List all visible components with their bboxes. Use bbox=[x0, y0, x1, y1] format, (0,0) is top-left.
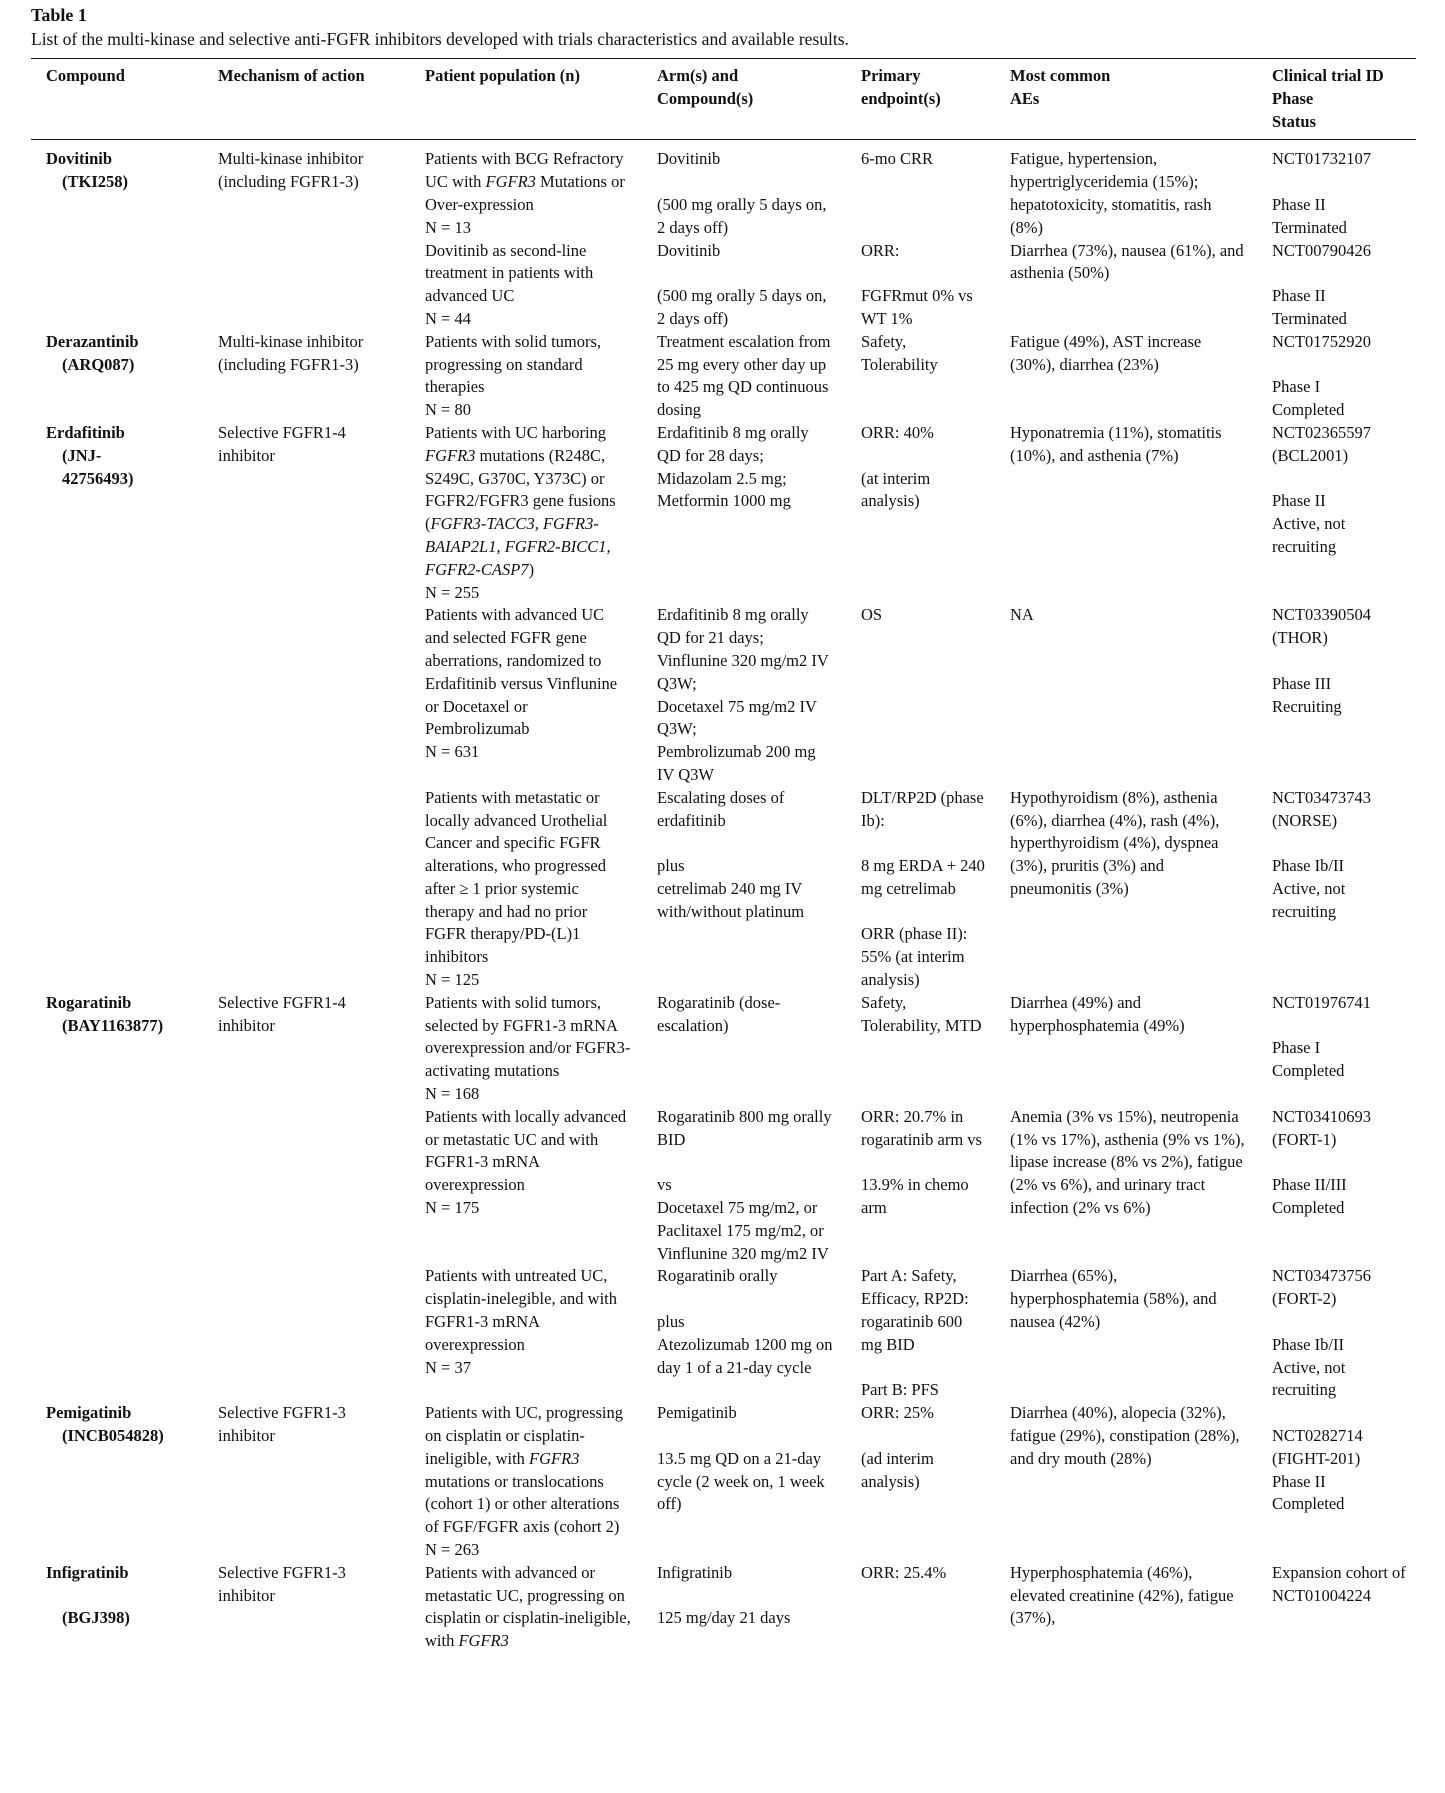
inhibitors-table bbox=[31, 58, 1416, 1653]
trial-cell: NCT03473756 (FORT-2) Phase Ib/II Active, not recruiting bbox=[1272, 1266, 1371, 1400]
aes-cell: NA bbox=[1010, 605, 1034, 625]
column-header-aes: Most common AEs bbox=[995, 59, 1257, 140]
mechanism-cell: Multi-kinase inhibitor (including FGFR1-3) bbox=[218, 331, 364, 374]
compound-name: Derazantinib bbox=[46, 331, 139, 351]
compound-name: Rogaratinib bbox=[46, 992, 132, 1012]
compound-name: Erdafitinib bbox=[46, 422, 125, 442]
compound-cell bbox=[31, 1265, 203, 1402]
aes-cell: Anemia (3% vs 15%), neutropenia (1% vs 17%), asthenia (9% vs 1%), lipase increase (8% vs 2%), fatigue (2% vs 6%), and urinary tract infection (2% vs 6%) bbox=[1010, 1106, 1245, 1218]
endpoints-cell: Safety, Tolerability, MTD bbox=[861, 992, 982, 1035]
compound-name: Infigratinib bbox=[46, 1562, 129, 1582]
endpoints-cell: ORR: 25% (ad interim analysis) bbox=[861, 1403, 934, 1491]
column-header-population: Patient population (n) bbox=[410, 59, 642, 140]
arms-cell: Rogaratinib orally plus Atezolizumab 1200 mg on day 1 of a 21-day cycle bbox=[657, 1266, 833, 1377]
table-row bbox=[31, 422, 1416, 604]
mechanism-cell bbox=[203, 787, 410, 992]
endpoints-cell: 6-mo CRR bbox=[861, 149, 933, 169]
table-row bbox=[31, 1562, 1416, 1653]
compound-code: (JNJ- bbox=[62, 445, 102, 465]
compound-cell bbox=[31, 787, 203, 992]
population-cell: Patients with BCG Refractory UC with FGFR3 Mutations or Over-expression N = 13 bbox=[425, 149, 625, 237]
endpoints-cell: ORR: 25.4% bbox=[861, 1562, 947, 1582]
compound-cell bbox=[31, 604, 203, 786]
compound-cell bbox=[31, 992, 203, 1106]
population-cell: Patients with advanced or metastatic UC, progressing on cisplatin or cisplatin-ineligible, with FGFR3 bbox=[425, 1562, 631, 1651]
population-cell: Patients with locally advanced or metastatic UC and with FGFR1-3 mRNA overexpression N = 175 bbox=[425, 1106, 627, 1218]
aes-cell: Hyponatremia (11%), stomatitis (10%), and asthenia (7%) bbox=[1010, 422, 1222, 465]
aes-cell: Hyperphosphatemia (46%), elevated creatinine (42%), fatigue (37%), bbox=[1010, 1562, 1234, 1628]
table-row bbox=[31, 787, 1416, 992]
compound-name: Dovitinib bbox=[46, 149, 113, 169]
aes-cell: Hypothyroidism (8%), asthenia (6%), diarrhea (4%), rash (4%), hyperthyroidism (4%), dyspnea (3%), pruritis (3%) and pneumonitis (3%) bbox=[1010, 787, 1220, 898]
compound-cell bbox=[31, 422, 203, 604]
trial-cell: Expansion cohort of NCT01004224 bbox=[1272, 1562, 1406, 1605]
arms-cell: Dovitinib (500 mg orally 5 days on, 2 days off) bbox=[657, 149, 827, 237]
population-cell: Patients with solid tumors, progressing on standard therapies N = 80 bbox=[425, 331, 602, 420]
trial-cell: NCT01752920 Phase I Completed bbox=[1272, 331, 1371, 420]
endpoints-cell: Safety, Tolerability bbox=[861, 331, 938, 374]
compound-cell bbox=[31, 140, 203, 240]
trial-cell: NCT03390504 (THOR) Phase III Recruiting bbox=[1272, 605, 1371, 716]
aes-cell: Diarrhea (65%), hyperphosphatemia (58%), and nausea (42%) bbox=[1010, 1266, 1217, 1332]
endpoints-cell: ORR: FGFRmut 0% vs WT 1% bbox=[861, 240, 973, 328]
table-row bbox=[31, 1402, 1416, 1562]
table-row bbox=[31, 240, 1416, 331]
table-row bbox=[31, 1265, 1416, 1402]
table-row bbox=[31, 992, 1416, 1106]
aes-cell: Diarrhea (73%), nausea (61%), and asthenia (50%) bbox=[1010, 240, 1244, 283]
table-row bbox=[31, 1106, 1416, 1266]
arms-cell: Rogaratinib (dose-escalation) bbox=[657, 992, 781, 1035]
table-caption: List of the multi-kinase and selective anti-FGFR inhibitors developed with trials characteristics and available results. bbox=[31, 29, 849, 49]
mechanism-cell: Multi-kinase inhibitor (including FGFR1-3) bbox=[218, 149, 364, 192]
population-cell: Patients with advanced UC and selected FGFR gene aberrations, randomized to Erdafitinib versus Vinflunine or Docetaxel or Pembrolizumab N = 631 bbox=[425, 605, 618, 762]
column-header-mechanism: Mechanism of action bbox=[203, 59, 410, 140]
population-cell: Patients with UC harboring FGFR3 mutations (R248C, S249C, G370C, Y373C) or FGFR2/FGFR3 gene fusions (FGFR3-TACC3, FGFR3-BAIAP2L1, FGFR2-BICC1, FGFR2-CASP7) N = 255 bbox=[425, 422, 616, 602]
compound-code: (INCB054828) bbox=[62, 1426, 164, 1446]
table-row bbox=[31, 140, 1416, 240]
aes-cell: Fatigue (49%), AST increase (30%), diarrhea (23%) bbox=[1010, 331, 1202, 374]
compound-code: (TKI258) bbox=[62, 172, 128, 192]
trial-cell: NCT01976741 Phase I Completed bbox=[1272, 992, 1371, 1081]
compound-cell bbox=[31, 331, 203, 422]
compound-code: 42756493) bbox=[62, 468, 134, 488]
table-label: Table 1 bbox=[31, 5, 87, 25]
aes-cell: Fatigue, hypertension, hypertriglyceridemia (15%); hepatotoxicity, stomatitis, rash (8%) bbox=[1010, 149, 1212, 237]
endpoints-cell: Part A: Safety, Efficacy, RP2D: rogaratinib 600 mg BID Part B: PFS bbox=[861, 1266, 969, 1400]
compound-code: (BAY1163877) bbox=[62, 1015, 164, 1035]
arms-cell: Dovitinib (500 mg orally 5 days on, 2 days off) bbox=[657, 240, 827, 328]
trial-cell: NCT02365597 (BCL2001) Phase II Active, not recruiting bbox=[1272, 422, 1371, 556]
mechanism-cell bbox=[203, 604, 410, 786]
table-row bbox=[31, 604, 1416, 786]
endpoints-cell: ORR: 40% (at interim analysis) bbox=[861, 422, 934, 511]
arms-cell: Rogaratinib 800 mg orally BID vs Docetaxel 75 mg/m2, or Paclitaxel 175 mg/m2, or Vinflunine 320 mg/m2 IV bbox=[657, 1106, 832, 1263]
mechanism-cell: Selective FGFR1-3 inhibitor bbox=[218, 1562, 346, 1605]
population-cell: Patients with untreated UC, cisplatin-inelegible, and with FGFR1-3 mRNA overexpression N = 37 bbox=[425, 1266, 618, 1377]
mechanism-cell bbox=[203, 240, 410, 331]
population-cell: Patients with UC, progressing on cisplatin or cisplatin-ineligible, with FGFR3 mutations or translocations (cohort 1) or other alterations of FGF/FGFR axis (cohort 2) N = 263 bbox=[425, 1403, 624, 1559]
compound-cell bbox=[31, 1106, 203, 1266]
column-header-trial: Clinical trial ID Phase Status bbox=[1257, 59, 1416, 140]
trial-cell: NCT03410693 (FORT-1) Phase II/III Completed bbox=[1272, 1106, 1371, 1218]
aes-cell: Diarrhea (49%) and hyperphosphatemia (49%) bbox=[1010, 992, 1185, 1035]
column-header-compound: Compound bbox=[31, 59, 203, 140]
arms-cell: Pemigatinib 13.5 mg QD on a 21-day cycle (2 week on, 1 week off) bbox=[657, 1403, 825, 1514]
table-row bbox=[31, 331, 1416, 422]
arms-cell: Erdafitinib 8 mg orally QD for 21 days; Vinflunine 320 mg/m2 IV Q3W; Docetaxel 75 mg/m2 IV Q3W; Pembrolizumab 200 mg IV Q3W bbox=[657, 605, 829, 784]
endpoints-cell: ORR: 20.7% in rogaratinib arm vs 13.9% in chemo arm bbox=[861, 1106, 982, 1218]
trial-cell: NCT01732107 Phase II Terminated bbox=[1272, 149, 1371, 237]
table-container bbox=[31, 4, 1416, 1653]
compound-code: (ARQ087) bbox=[62, 354, 135, 374]
compound-cell bbox=[31, 1562, 203, 1653]
arms-cell: Escalating doses of erdafitinib plus cetrelimab 240 mg IV with/without platinum bbox=[657, 787, 805, 921]
compound-name: Pemigatinib bbox=[46, 1403, 132, 1423]
mechanism-cell bbox=[203, 1106, 410, 1266]
trial-cell: NCT00790426 Phase II Terminated bbox=[1272, 240, 1371, 328]
arms-cell: Infigratinib 125 mg/day 21 days bbox=[657, 1562, 791, 1628]
arms-cell: Treatment escalation from 25 mg every other day up to 425 mg QD continuous dosing bbox=[657, 331, 831, 420]
compound-code: (BGJ398) bbox=[62, 1608, 130, 1628]
mechanism-cell: Selective FGFR1-3 inhibitor bbox=[218, 1403, 346, 1446]
trial-cell: NCT03473743 (NORSE) Phase Ib/II Active, not recruiting bbox=[1272, 787, 1371, 921]
trial-cell: NCT0282714 (FIGHT-201) Phase II Completed bbox=[1272, 1426, 1363, 1514]
population-cell: Dovitinib as second-line treatment in patients with advanced UC N = 44 bbox=[425, 240, 594, 328]
table-body bbox=[31, 140, 1416, 1653]
mechanism-cell bbox=[203, 1265, 410, 1402]
population-cell: Patients with solid tumors, selected by FGFR1-3 mRNA overexpression and/or FGFR3-activating mutations N = 168 bbox=[425, 992, 631, 1104]
compound-cell bbox=[31, 1402, 203, 1562]
compound-cell bbox=[31, 240, 203, 331]
arms-cell: Erdafitinib 8 mg orally QD for 28 days; Midazolam 2.5 mg; Metformin 1000 mg bbox=[657, 422, 809, 511]
population-cell: Patients with metastatic or locally advanced Urothelial Cancer and specific FGFR alterations, who progressed after ≥ 1 prior systemic therapy and had no prior FGFR therapy/PD-(L)1 inhibitors N = 125 bbox=[425, 787, 608, 990]
aes-cell: Diarrhea (40%), alopecia (32%), fatigue (29%), constipation (28%), and dry mouth (28%) bbox=[1010, 1403, 1240, 1468]
mechanism-cell: Selective FGFR1-4 inhibitor bbox=[218, 422, 346, 465]
endpoints-cell: DLT/RP2D (phase Ib): 8 mg ERDA + 240 mg cetrelimab ORR (phase II): 55% (at interim analysis) bbox=[861, 787, 985, 990]
mechanism-cell: Selective FGFR1-4 inhibitor bbox=[218, 992, 346, 1035]
column-header-arms: Arm(s) and Compound(s) bbox=[642, 59, 846, 140]
endpoints-cell: OS bbox=[861, 605, 883, 625]
column-header-endpoints: Primary endpoint(s) bbox=[846, 59, 995, 140]
header-row bbox=[31, 59, 1416, 140]
